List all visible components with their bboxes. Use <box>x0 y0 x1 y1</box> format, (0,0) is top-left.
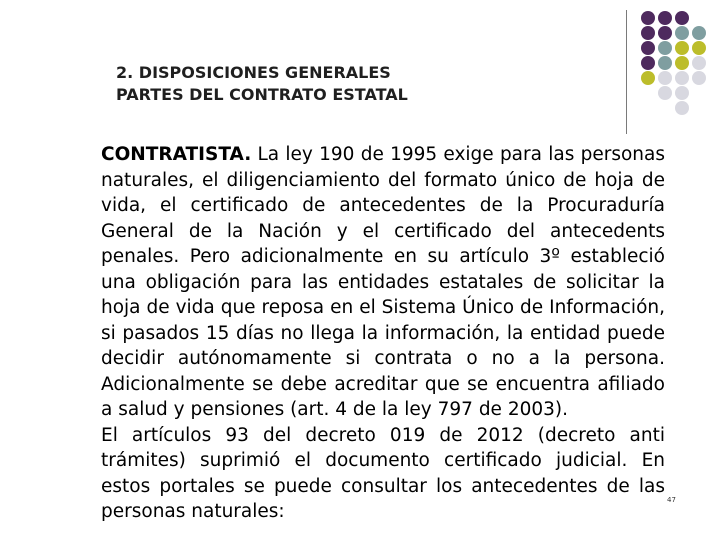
paragraph-text: La ley 190 de 1995 exige para las personas naturales, el diligenciamiento del formato único de hoja de vida, el certificado de antecedentes de la Procuraduría General de la Nación y el certificado del antecedents penales. Pero adicionalmente en su artículo 3º estableció una obligación para las entidades estatales de solicitar la hoja de vida que reposa en el Sistema Único de Información, si pasados 15 días no llega la información, la entidad puede decidir autónomamente si contrata o no a la persona. Adicionalmente se debe acreditar que se encuentra afiliado a salud y pensiones (art. 4 de la ley 797 de 2003). <box>101 144 665 420</box>
decorative-dot <box>692 26 706 40</box>
decorative-dot <box>692 71 706 85</box>
slide-body <box>101 142 665 525</box>
decorative-dot <box>641 41 655 55</box>
slide-title <box>116 62 408 106</box>
decorative-dot <box>641 71 655 85</box>
decorative-dot <box>658 41 672 55</box>
decorative-dot <box>658 101 672 115</box>
decorative-dot <box>675 26 689 40</box>
title-line-2: PARTES DEL CONTRATO ESTATAL <box>116 85 408 104</box>
decorative-dot <box>658 11 672 25</box>
decorative-dot <box>692 11 706 25</box>
slide-number: 47 <box>667 496 676 504</box>
decorative-dot <box>641 56 655 70</box>
paragraph-decreto: El artículos 93 del decreto 019 de 2012 (decreto anti trámites) suprimió el documento certificado judicial. En estos portales se puede consultar los antecedentes de las personas naturales: <box>101 424 665 522</box>
decorative-dot <box>692 101 706 115</box>
decorative-dot <box>641 11 655 25</box>
paragraph-contratista <box>101 142 665 423</box>
decorative-dot <box>658 56 672 70</box>
dot-grid-decoration <box>641 11 706 116</box>
decorative-dot <box>641 101 655 115</box>
decorative-dot <box>675 101 689 115</box>
decorative-dot <box>658 71 672 85</box>
decorative-dot <box>641 86 655 100</box>
decorative-dot <box>675 71 689 85</box>
decorative-dot <box>658 26 672 40</box>
decorative-dot <box>675 56 689 70</box>
decorative-dot <box>675 41 689 55</box>
decorative-dot <box>692 41 706 55</box>
divider-line <box>626 10 627 134</box>
decorative-dot <box>675 86 689 100</box>
decorative-dot <box>692 86 706 100</box>
title-line-1: 2. DISPOSICIONES GENERALES <box>116 63 391 82</box>
paragraph-lead: CONTRATISTA. <box>101 144 252 165</box>
decorative-dot <box>675 11 689 25</box>
decorative-dot <box>641 26 655 40</box>
decorative-dot <box>692 56 706 70</box>
decorative-dot <box>658 86 672 100</box>
